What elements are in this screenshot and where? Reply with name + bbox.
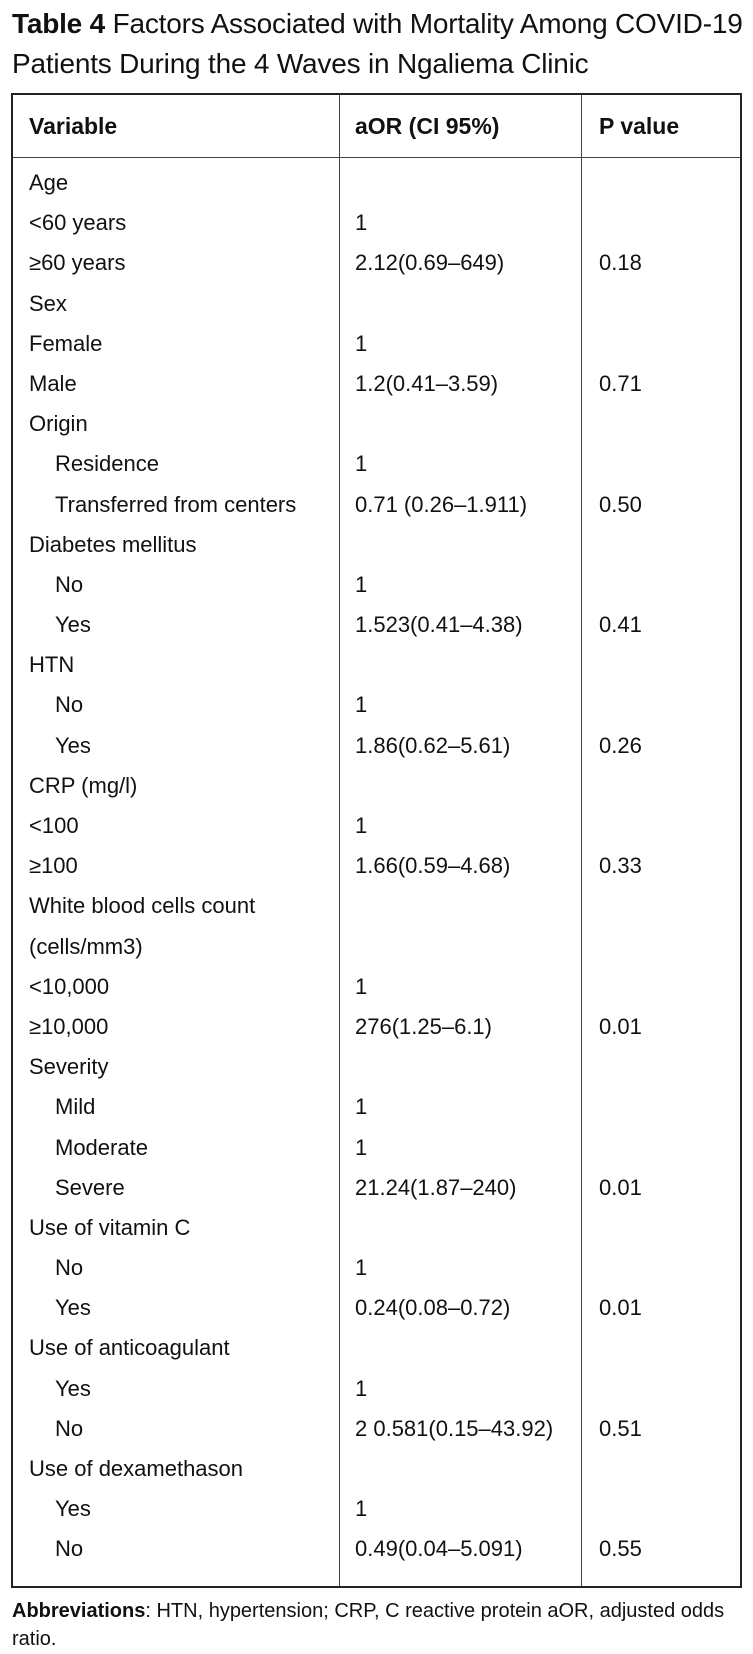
cell-variable: Use of anticoagulant — [29, 1335, 230, 1361]
cell-variable: ≥10,000 — [29, 1013, 109, 1039]
table-row — [13, 565, 740, 605]
cell-variable: Severity — [29, 1054, 109, 1080]
cell-aor: 1 — [355, 330, 368, 356]
cell-aor: 0.49(0.04–5.091) — [355, 1536, 523, 1562]
table-row — [13, 1409, 740, 1449]
cell-variable: Moderate — [55, 1134, 148, 1160]
table-row — [13, 967, 740, 1007]
cell-aor: 1.2(0.41–3.59) — [355, 370, 499, 396]
table-row — [13, 766, 740, 806]
cell-variable: Diabetes mellitus — [29, 531, 197, 557]
table-row — [13, 1369, 740, 1409]
table-row — [13, 645, 740, 685]
cell-aor: 21.24(1.87–240) — [355, 1174, 517, 1200]
cell-variable: HTN — [29, 652, 75, 678]
cell-variable: No — [55, 692, 84, 718]
results-table — [11, 93, 742, 1588]
cell-variable: Yes — [55, 1295, 91, 1321]
table-row — [13, 1449, 740, 1489]
cell-variable: Age — [29, 170, 69, 195]
cell-p-value: 0.55 — [599, 1536, 642, 1562]
cell-variable: Yes — [55, 732, 91, 758]
caption-text: Factors Associated with Mortality Among COVID-19 Patients During the 4 Waves in Ngaliema Clinic — [12, 8, 743, 79]
cell-variable: <10,000 — [29, 973, 110, 999]
cell-variable: <60 years — [29, 210, 127, 236]
table-row — [13, 163, 740, 203]
cell-p-value: 0.51 — [599, 1415, 642, 1441]
table-row — [13, 1248, 740, 1288]
footnote-label: Abbreviations — [12, 1600, 146, 1622]
header-aor: aOR (CI 95%) — [355, 113, 500, 139]
cell-p-value: 0.33 — [599, 853, 642, 879]
cell-p-value: 0.01 — [599, 1013, 642, 1039]
table-row — [13, 1047, 740, 1087]
footnote — [12, 1597, 747, 1653]
cell-variable: Mild — [55, 1094, 96, 1120]
table-row — [13, 846, 740, 886]
cell-aor: 2 0.581(0.15–43.92) — [355, 1415, 554, 1441]
table-row — [13, 203, 740, 243]
cell-variable: ≥60 years — [29, 250, 126, 276]
cell-aor: 276(1.25–6.1) — [355, 1013, 492, 1039]
header-variable: Variable — [29, 113, 118, 139]
cell-p-value: 0.01 — [599, 1295, 642, 1321]
cell-variable: Yes — [55, 612, 91, 638]
cell-variable: <100 — [29, 813, 79, 838]
header-p-value: P value — [599, 113, 680, 139]
cell-aor: 2.12(0.69–649) — [355, 250, 505, 276]
table-row — [13, 685, 740, 725]
cell-variable: Yes — [55, 1375, 91, 1401]
cell-aor: 0.71 (0.26–1.911) — [355, 491, 528, 517]
cell-p-value: 0.71 — [599, 370, 642, 396]
cell-p-value: 0.50 — [599, 491, 642, 517]
table-row — [13, 1168, 740, 1208]
table-body — [13, 163, 740, 1570]
table-row — [13, 1489, 740, 1529]
cell-aor: 1 — [355, 571, 368, 597]
cell-aor: 1 — [355, 1134, 368, 1160]
cell-variable: Use of vitamin C — [29, 1214, 191, 1240]
cell-variable: No — [55, 1255, 84, 1281]
header-divider — [13, 157, 740, 158]
table-row — [13, 1288, 740, 1328]
table-row — [13, 726, 740, 766]
cell-p-value: 0.18 — [599, 250, 642, 276]
table-caption — [12, 4, 747, 84]
table-row — [13, 284, 740, 324]
cell-aor: 1 — [355, 210, 368, 236]
cell-aor: 1 — [355, 1375, 368, 1401]
cell-variable: ≥100 — [29, 853, 78, 879]
cell-variable: (cells/mm3) — [29, 933, 143, 959]
cell-aor: 1.523(0.41–4.38) — [355, 612, 523, 638]
table-row — [13, 806, 740, 846]
cell-aor: 1 — [355, 813, 368, 838]
cell-aor: 1 — [355, 973, 368, 999]
caption-label: Table 4 — [12, 8, 106, 39]
table-row — [13, 1007, 740, 1047]
table-row — [13, 605, 740, 645]
cell-aor: 0.24(0.08–0.72) — [355, 1295, 511, 1321]
table-row — [13, 485, 740, 525]
cell-p-value: 0.26 — [599, 732, 642, 758]
table-row — [13, 444, 740, 484]
table-row — [13, 364, 740, 404]
table-row — [13, 1328, 740, 1368]
cell-variable: Female — [29, 330, 103, 356]
table-row — [13, 886, 740, 926]
cell-variable: Transferred from centers — [55, 491, 297, 517]
cell-aor: 1 — [355, 692, 368, 718]
cell-variable: Yes — [55, 1496, 91, 1522]
table-row — [13, 927, 740, 967]
table-row — [13, 1087, 740, 1127]
table-row — [13, 324, 740, 364]
cell-aor: 1 — [355, 451, 368, 477]
cell-variable: Sex — [29, 290, 67, 316]
cell-variable: Use of dexamethason — [29, 1456, 244, 1481]
table-row — [13, 525, 740, 565]
cell-aor: 1 — [355, 1094, 368, 1120]
cell-variable: No — [55, 1536, 84, 1562]
cell-variable: No — [55, 1415, 84, 1441]
cell-variable: Male — [29, 370, 77, 396]
cell-variable: Residence — [55, 451, 159, 477]
cell-variable: Origin — [29, 411, 88, 437]
cell-aor: 1 — [355, 1496, 368, 1522]
cell-aor: 1.86(0.62–5.61) — [355, 732, 511, 758]
table-row — [13, 243, 740, 283]
table-row — [13, 1529, 740, 1569]
footnote-text: : HTN, hypertension; CRP, C reactive protein aOR, adjusted odds ratio. — [12, 1600, 725, 1650]
cell-variable: Severe — [55, 1174, 125, 1200]
cell-variable: CRP (mg/l) — [29, 772, 138, 798]
table-row — [13, 1128, 740, 1168]
table-row — [13, 1208, 740, 1248]
table-row — [13, 404, 740, 444]
cell-aor: 1 — [355, 1255, 368, 1281]
cell-p-value: 0.01 — [599, 1174, 642, 1200]
cell-variable: No — [55, 571, 84, 597]
cell-aor: 1.66(0.59–4.68) — [355, 853, 511, 879]
cell-p-value: 0.41 — [599, 612, 642, 638]
cell-variable: White blood cells count — [29, 893, 256, 919]
